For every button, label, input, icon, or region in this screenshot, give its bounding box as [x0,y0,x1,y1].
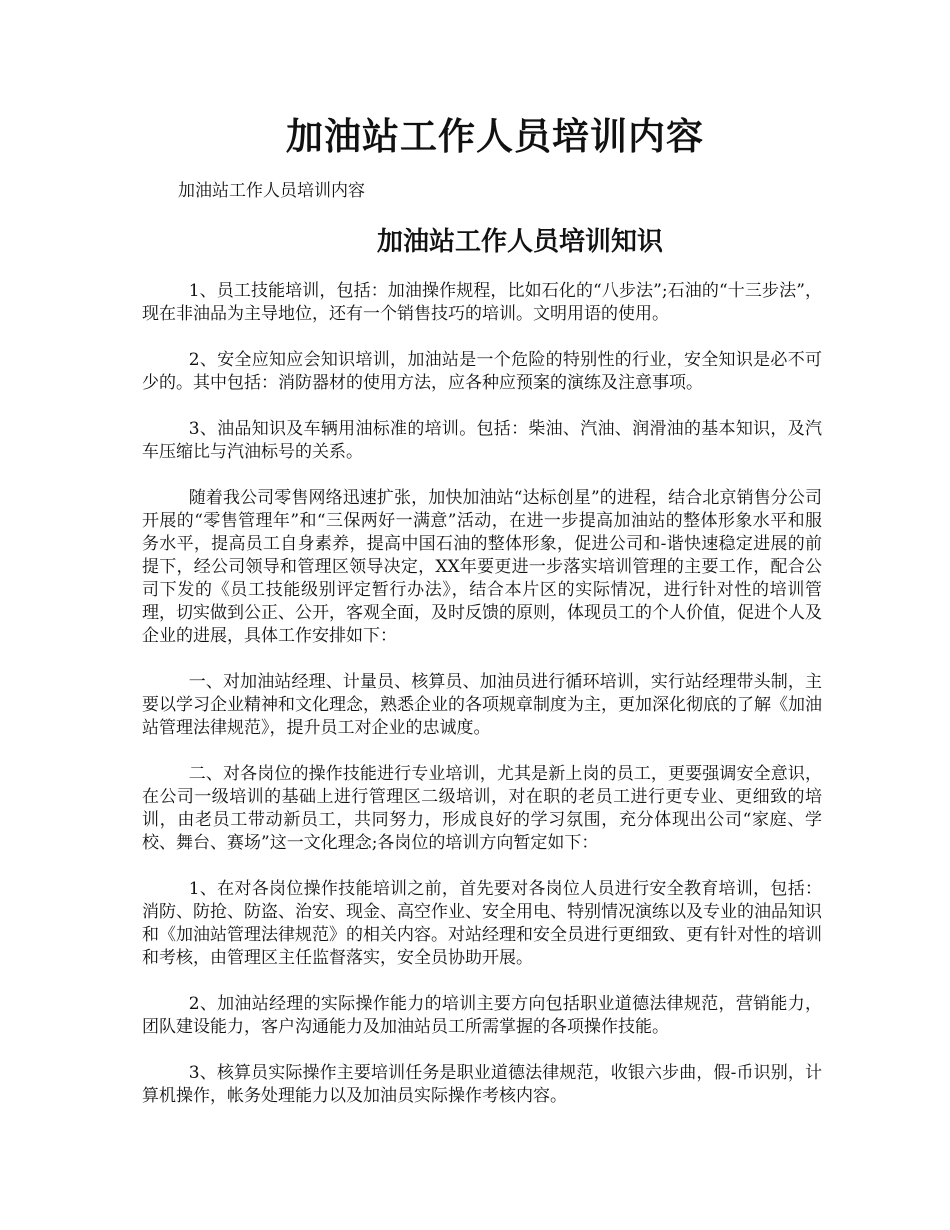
document-subtitle: 加油站工作人员培训内容 [178,181,365,201]
paragraph-2: 2、安全应知应会知识培训，加油站是一个危险的特别性的行业，安全知识是必不可少的。其中包括：消防器材的使用方法，应各种应预案的演练及注意事项。 [142,350,822,393]
paragraph-3: 3、油品知识及车辆用油标准的培训。包括：柴油、汽油、润滑油的基本知识，及汽车压缩比与汽油标号的关系。 [142,419,822,462]
paragraph-1: 1、员工技能培训，包括：加油操作规程，比如石化的“八步法”;石油的“十三步法”，现在非油品为主导地位，还有一个销售技巧的培训。文明用语的使用。 [142,281,822,324]
paragraph-8: 2、加油站经理的实际操作能力的培训主要方向包括职业道德法律规范，营销能力，团队建设能力，客户沟通能力及加油站员工所需掌握的各项操作技能。 [142,994,822,1037]
paragraph-5: 一、对加油站经理、计量员、核算员、加油员进行循环培训，实行站经理带头制，主要以学习企业精神和文化理念，熟悉企业的各项规章制度为主，更加深化彻底的了解《加油站管理法律规范》，提升员工对企业的忠诚度。 [142,672,822,738]
paragraph-9: 3、核算员实际操作主要培训任务是职业道德法律规范，收银六步曲，假-币识别，计算机操作，帐务处理能力以及加油员实际操作考核内容。 [142,1063,822,1106]
paragraph-4: 随着我公司零售网络迅速扩张，加快加油站“达标创星”的进程，结合北京销售分公司开展的“零售管理年”和“三保两好一满意”活动，在进一步提高加油站的整体形象水平和服务水平，提高员工自身素养，提高中国石油的整体形象，促进公司和-谐快速稳定进展的前提下，经公司领导和管理区领导决定，XX年要更进一步落实培训管理的主要工作，配合公司下发的《员工技能级别评定暂行办法》，结合本片区的实际情况，进行针对性的培训管理，切实做到公正、公开，客观全面，及时反馈的原则，体现员工的个人价值，促进个人及企业的进展，具体工作安排如下： [142,488,822,646]
paragraph-7: 1、在对各岗位操作技能培训之前，首先要对各岗位人员进行安全教育培训，包括：消防、防抢、防盗、治安、现金、高空作业、安全用电、特别情况演练以及专业的油品知识和《加油站管理法律规范》的相关内容。对站经理和安全员进行更细致、更有针对性的培训和考核，由管理区主任监督落实，安全员协助开展。 [142,879,822,968]
section-heading: 加油站工作人员培训知识 [376,227,663,257]
document-body [142,280,822,1131]
paragraph-6: 二、对各岗位的操作技能进行专业培训，尤其是新上岗的员工，更要强调安全意识，在公司一级培训的基础上进行管理区二级培训，对在职的老员工进行更专业、更细致的培训，由老员工带动新员工，共同努力，形成良好的学习氛围，充分体现出公司“家庭、学校、舞台、赛场”这一文化理念;各岗位的培训方向暂定如下： [142,764,822,853]
document-title: 加油站工作人员培训内容 [286,114,704,158]
